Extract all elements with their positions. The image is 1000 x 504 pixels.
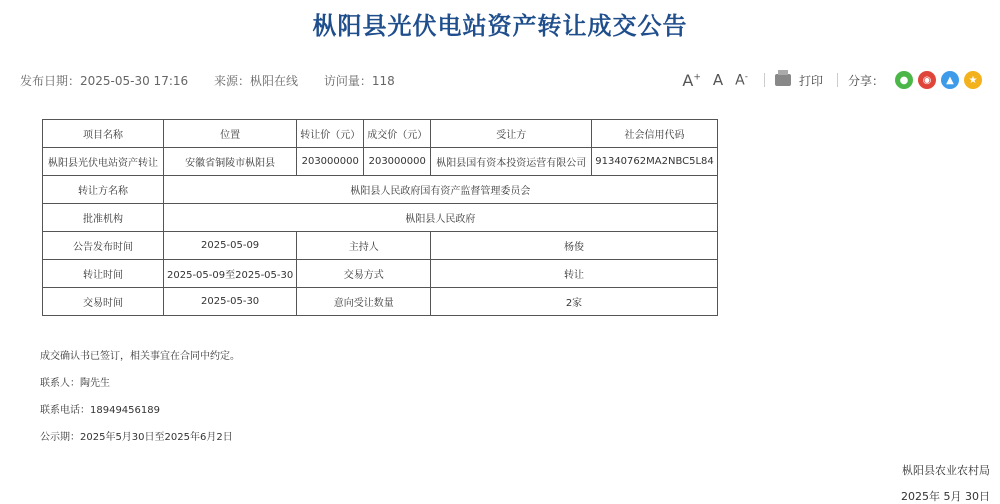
publish-date: 发布日期：2025-05-30 17:16 — [20, 74, 189, 88]
wechat-icon[interactable]: ● — [895, 71, 913, 89]
table-cell: 2025-05-30 — [164, 288, 297, 316]
table-cell: 杨俊 — [431, 232, 718, 260]
plus-sign: + — [693, 72, 701, 83]
note-contact-phone: 联系电话：18949456189 — [40, 405, 160, 416]
table-cell: 枞阳县人民政府 — [164, 204, 718, 232]
signature-org: 枞阳县农业农村局 — [902, 464, 990, 477]
table-cell: 枞阳县国有资本投资运营有限公司 — [431, 148, 592, 176]
printer-icon[interactable] — [775, 74, 791, 86]
table-header-cell: 成交价（元） — [364, 120, 431, 148]
font-reset-button[interactable]: A — [712, 71, 724, 89]
table-label-cell: 转让方名称 — [43, 176, 164, 204]
table-header-cell: 社会信用代码 — [592, 120, 718, 148]
table-header-row — [43, 120, 718, 148]
view-count: 访问量：118 — [323, 74, 395, 88]
table-cell: 203000000 — [364, 148, 431, 176]
table-label-cell: 批准机构 — [43, 204, 164, 232]
table-header-cell: 受让方 — [431, 120, 592, 148]
table-label-cell: 意向受让数量 — [297, 288, 431, 316]
table-row — [43, 260, 718, 288]
article-toolbar — [676, 68, 982, 92]
toolbar-divider — [837, 73, 838, 87]
font-decrease-button[interactable] — [735, 72, 748, 89]
table-row — [43, 204, 718, 232]
weibo-icon[interactable]: ◉ — [918, 71, 936, 89]
article-meta — [20, 72, 417, 89]
table-row — [43, 288, 718, 316]
table-row — [43, 148, 718, 176]
table-header-cell: 项目名称 — [43, 120, 164, 148]
print-button[interactable]: 打印 — [798, 73, 823, 88]
table-cell: 安徽省铜陵市枞阳县 — [164, 148, 297, 176]
qq-icon[interactable]: ▲ — [941, 71, 959, 89]
table-label-cell: 转让时间 — [43, 260, 164, 288]
table-cell: 枞阳县光伏电站资产转让 — [43, 148, 164, 176]
font-increase-button[interactable] — [682, 71, 701, 90]
table-cell: 91340762MA2NBC5L84 — [592, 148, 718, 176]
table-cell: 203000000 — [297, 148, 364, 176]
minus-sign: - — [744, 71, 748, 82]
table-cell: 2025-05-09至2025-05-30 — [164, 260, 297, 288]
table-row — [43, 176, 718, 204]
table-cell: 枞阳县人民政府国有资产监督管理委员会 — [164, 176, 718, 204]
source-label: 来源：枞阳在线 — [213, 74, 298, 88]
font-decrease-letter: A — [735, 72, 745, 89]
toolbar-divider — [764, 73, 765, 87]
table-label-cell: 交易方式 — [297, 260, 431, 288]
notice-notes — [40, 350, 240, 458]
note-publicity-period: 公示期：2025年5月30日至2025年6月2日 — [40, 432, 233, 443]
table-cell: 2025-05-09 — [164, 232, 297, 260]
table-label-cell: 交易时间 — [43, 288, 164, 316]
table-label-cell: 主持人 — [297, 232, 431, 260]
table-label-cell: 公告发布时间 — [43, 232, 164, 260]
note-confirmation: 成交确认书已签订，相关事宜在合同中约定。 — [40, 351, 240, 362]
share-label: 分享： — [847, 73, 884, 88]
table-row — [43, 232, 718, 260]
transaction-table — [42, 119, 718, 316]
table-header-cell: 位置 — [164, 120, 297, 148]
qzone-icon[interactable]: ★ — [964, 71, 982, 89]
page-title: 枞阳县光伏电站资产转让成交公告 — [312, 12, 688, 40]
note-contact-person: 联系人：陶先生 — [40, 378, 110, 389]
table-cell: 2家 — [431, 288, 718, 316]
font-increase-letter: A — [682, 70, 694, 90]
table-cell: 转让 — [431, 260, 718, 288]
table-header-cell: 转让价（元） — [297, 120, 364, 148]
signature-date: 2025年 5月 30日 — [901, 490, 990, 503]
